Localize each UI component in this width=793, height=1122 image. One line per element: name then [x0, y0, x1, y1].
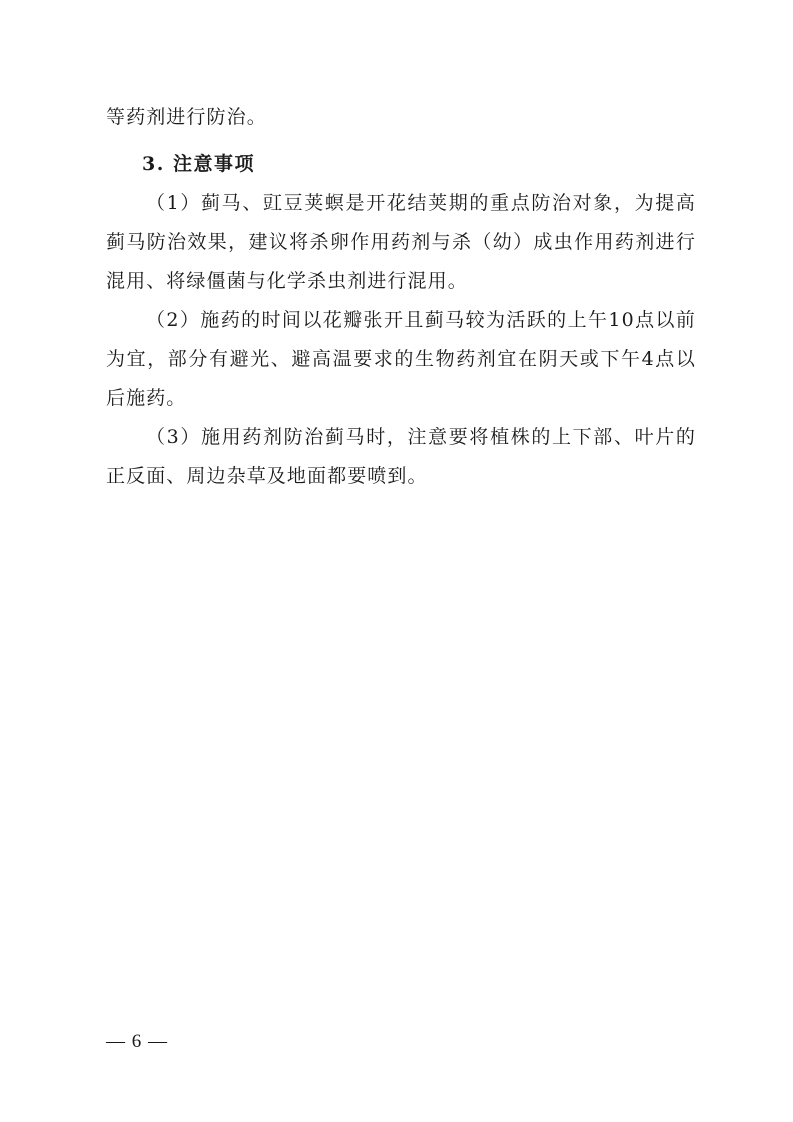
paragraph-note-1: （1）蓟马、豇豆荚螟是开花结荚期的重点防治对象，为提高蓟马防治效果，建议将杀卵作用药剂与杀（幼）成虫作用药剂进行混用、将绿僵菌与化学杀虫剂进行混用。 — [106, 192, 696, 292]
continued-paragraph: 等药剂进行防治。 — [106, 106, 267, 128]
section-heading: 3. 注意事项 — [142, 153, 255, 175]
page-number: — 6 — — [106, 1031, 168, 1052]
paragraph-note-2: （2）施药的时间以花瓣张开且蓟马较为活跃的上午10点以前为宜，部分有避光、避高温要求的生物药剂宜在阴天或下午4点以后施药。 — [106, 309, 696, 409]
paragraph-note-3: （3）施用药剂防治蓟马时，注意要将植株的上下部、叶片的正反面、周边杂草及地面都要喷到。 — [106, 426, 696, 487]
document-body — [106, 98, 696, 496]
